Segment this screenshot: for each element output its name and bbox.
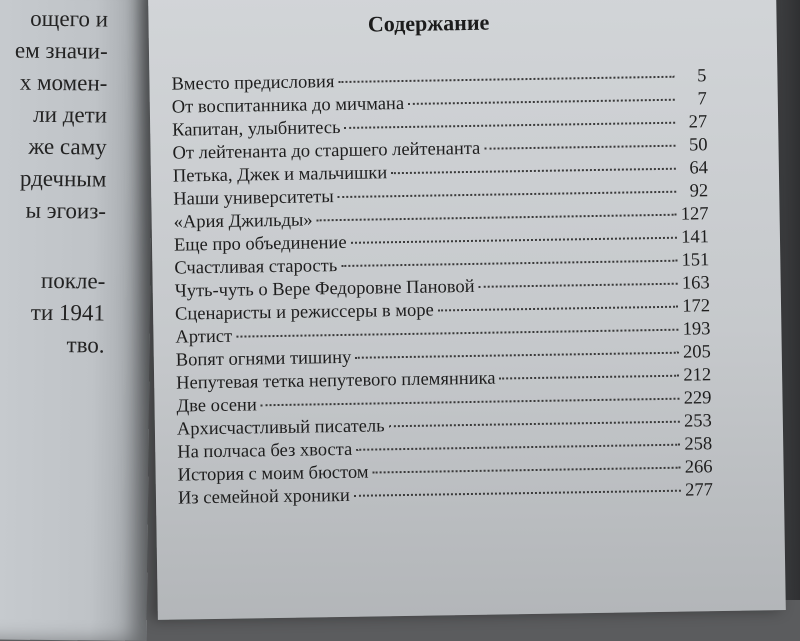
toc-entry-page-number: 7	[697, 89, 707, 110]
page-title: Содержание	[367, 9, 490, 37]
toc-entry-title: От лейтенанта до старшего лейтенанта	[172, 138, 481, 164]
toc-entry-page-number: 64	[689, 158, 709, 179]
dot-leader	[500, 375, 680, 380]
dot-leader	[355, 352, 679, 359]
left-page-line: рдечным	[19, 165, 107, 192]
dot-leader	[484, 145, 675, 150]
right-page	[148, 0, 786, 620]
toc-entry-page-number: 27	[688, 112, 708, 133]
left-page-line: же саму	[28, 133, 107, 160]
toc-entry-title: Еще про объединение	[173, 232, 347, 256]
dot-leader	[338, 76, 674, 83]
toc-entry-title: Петька, Джек и мальчишки	[172, 163, 388, 187]
toc-entry-page-number: 92	[689, 181, 709, 202]
toc-entry-title: «Ария Джильды»	[173, 210, 313, 233]
left-page-line: ы эгоиз-	[25, 197, 107, 224]
toc-entry-title: На полчаса без хвоста	[177, 439, 353, 463]
toc-entry-page-number: 172	[682, 296, 711, 317]
left-page-line: ощего и	[30, 5, 109, 32]
toc-entry-page-number: 193	[682, 319, 711, 340]
dot-leader	[236, 329, 678, 338]
toc-entry-title: От воспитанника до мичмана	[171, 93, 405, 118]
toc-entry-page-number: 277	[685, 480, 714, 501]
toc-entry-page-number: 205	[682, 342, 711, 363]
toc-entry-title: Две осени	[176, 395, 257, 417]
toc-entry-page-number: 151	[681, 250, 710, 271]
toc-entry-title: Вместо предисловия	[171, 72, 335, 95]
toc-entry-title: Сценаристы и режиссеры в море	[174, 300, 434, 325]
toc-entry-page-number: 50	[688, 135, 708, 156]
toc-entry-page-number: 253	[683, 411, 712, 432]
toc-entry-title: Капитан, улыбнитесь	[172, 117, 341, 141]
dot-leader	[356, 444, 680, 451]
toc-entry-page-number: 127	[680, 204, 709, 225]
dot-leader	[391, 168, 676, 174]
left-page	[0, 0, 153, 641]
dot-leader	[341, 260, 677, 267]
toc-entry-title: Непутевая тетка непутевого племянника	[176, 368, 496, 394]
toc-entry-page-number: 266	[684, 457, 713, 478]
toc-entry-title: Артист	[175, 326, 233, 348]
toc-entry-page-number: 163	[681, 273, 710, 294]
dot-leader	[317, 214, 677, 222]
toc-entry-title: Счастливая старость	[174, 256, 338, 279]
left-page-line: ти 1941	[30, 299, 106, 326]
toc-entry-page-number: 229	[683, 388, 712, 409]
left-page-line: ем значи-	[14, 37, 108, 64]
dot-leader	[354, 490, 681, 497]
dot-leader	[372, 467, 680, 474]
toc-entry-title: Архисчастливый писатель	[176, 416, 385, 440]
table-of-contents	[171, 66, 713, 511]
toc-entry-page-number: 141	[681, 227, 710, 248]
dot-leader	[338, 191, 677, 198]
left-page-line: ли дети	[33, 101, 108, 128]
toc-entry-title: Из семейной хроники	[177, 485, 351, 509]
left-page-line: тво.	[66, 332, 105, 358]
dot-leader	[438, 306, 678, 312]
toc-entry-page-number: 5	[697, 66, 707, 87]
left-page-line: покле-	[40, 267, 106, 294]
toc-entry-page-number: 212	[683, 365, 712, 386]
toc-entry-title: Вопят огнями тишину	[175, 347, 352, 371]
toc-entry-title: История с моим бюстом	[177, 462, 369, 486]
left-page-line: х момен-	[19, 69, 108, 96]
dot-leader	[351, 237, 677, 244]
toc-entry-title: Наши университеты	[173, 187, 334, 210]
dot-leader	[261, 398, 680, 407]
dot-leader	[479, 283, 678, 288]
dot-leader	[344, 122, 675, 129]
toc-entry-title: Чуть-чуть о Вере Федоровне Пановой	[174, 276, 475, 302]
dot-leader	[389, 421, 680, 428]
toc-entry-page-number: 258	[684, 434, 713, 455]
dot-leader	[408, 99, 675, 105]
